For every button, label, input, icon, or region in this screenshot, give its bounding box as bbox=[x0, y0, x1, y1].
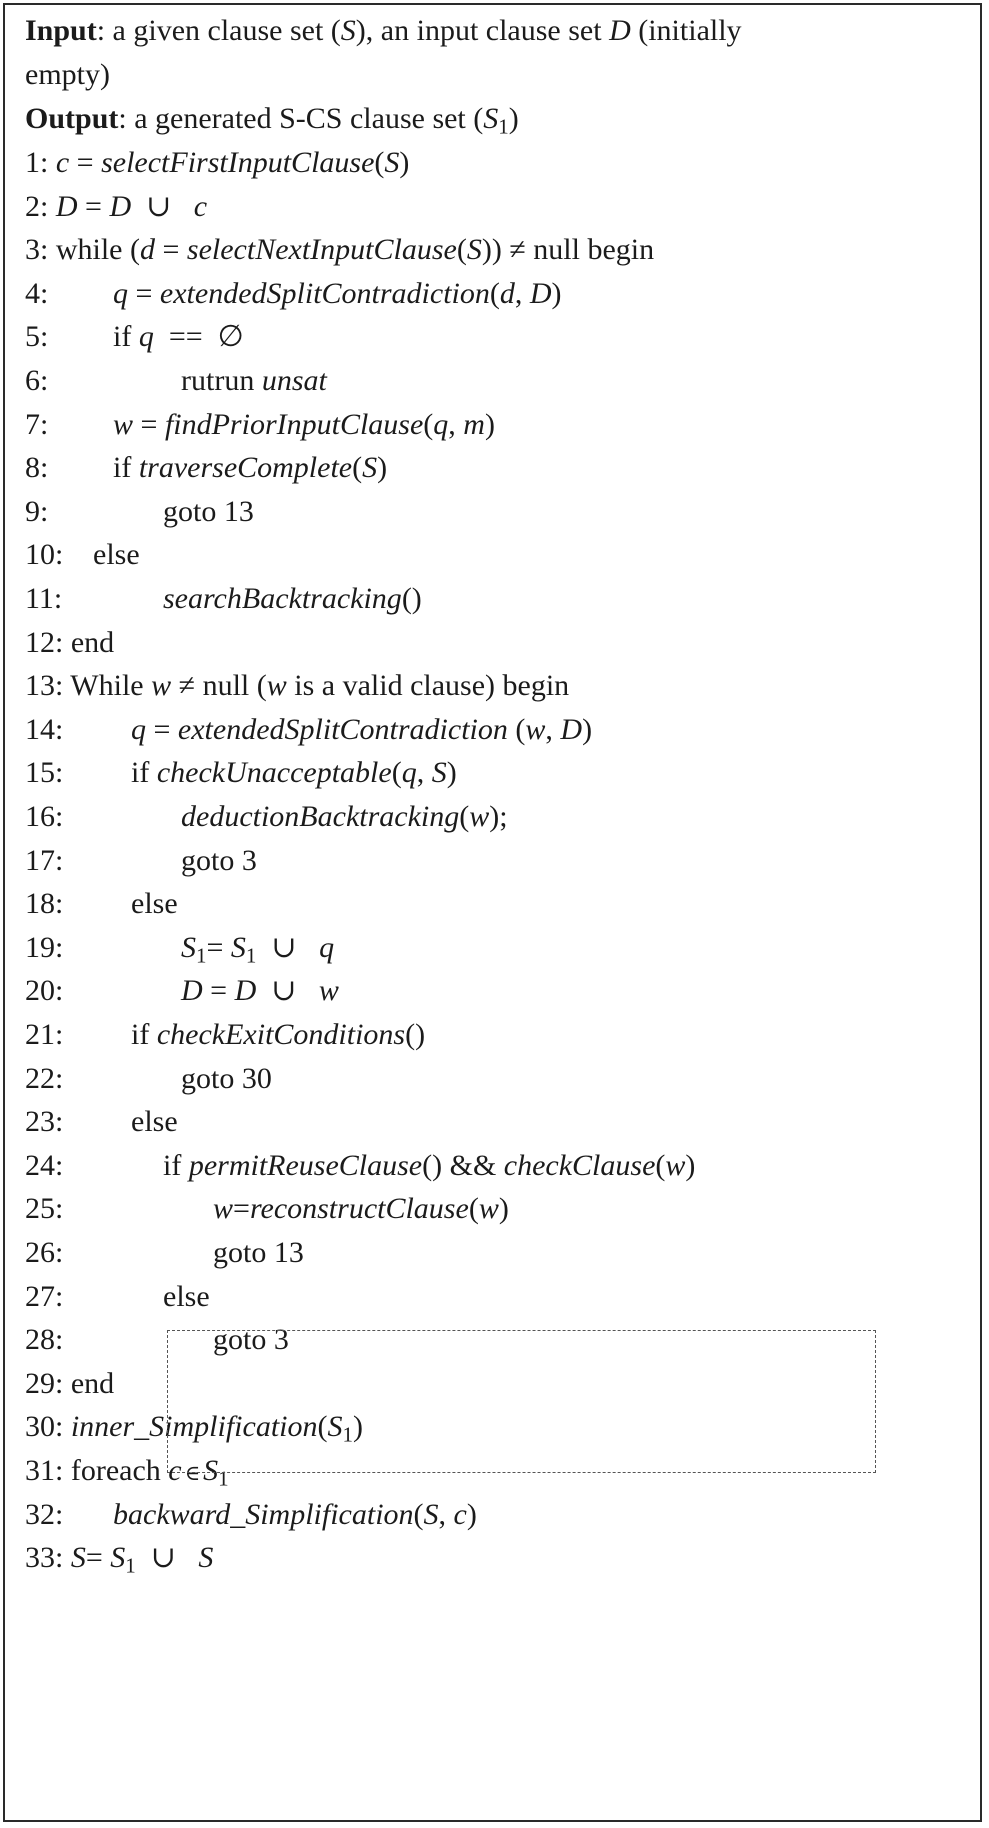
line-number: 11: bbox=[25, 582, 63, 615]
line-code: $inner\_Simplification(S_1)$ bbox=[70, 1410, 363, 1447]
code-line bbox=[25, 1142, 696, 1190]
line-number: 26: bbox=[25, 1236, 64, 1269]
code-line bbox=[25, 488, 254, 536]
code-line bbox=[25, 793, 508, 841]
line-number: 2: bbox=[25, 189, 49, 223]
line-code: q = extendedSplitContradiction (w, D) bbox=[131, 712, 593, 746]
line-number: 10: bbox=[25, 538, 64, 572]
line-number: 9: bbox=[25, 494, 49, 528]
code-line bbox=[25, 619, 114, 667]
line-number: 14: bbox=[25, 712, 64, 746]
line-number: 28: bbox=[25, 1323, 64, 1357]
code-line bbox=[25, 313, 244, 361]
line-number: 33: bbox=[25, 1541, 64, 1575]
code-line bbox=[25, 444, 388, 492]
line-code: backward_Simplification(S, c) bbox=[113, 1497, 477, 1531]
line-number: 7: bbox=[25, 407, 49, 441]
code-line bbox=[25, 880, 178, 928]
input-line-continued: empty) bbox=[25, 58, 110, 91]
line-code: else bbox=[93, 538, 140, 572]
code-line bbox=[25, 1098, 178, 1146]
line-number: 29: bbox=[25, 1366, 64, 1400]
line-number: 20: bbox=[25, 974, 64, 1008]
code-line bbox=[25, 1491, 477, 1539]
code-line bbox=[25, 531, 140, 579]
line-code: else bbox=[131, 887, 178, 921]
line-code: if checkUnacceptable(q, S) bbox=[131, 756, 457, 790]
line-code: if traverseComplete(S) bbox=[113, 451, 388, 485]
line-code: w = findPriorInputClause(q, m) bbox=[113, 407, 495, 441]
line-code: if permitReuseClause() && checkClause(w) bbox=[163, 1148, 696, 1182]
code-line bbox=[25, 575, 422, 623]
code-line bbox=[25, 357, 327, 405]
line-code: $S_1= S_1$ ∪ q bbox=[181, 930, 335, 968]
line-code: else bbox=[163, 1279, 210, 1313]
line-number: 6: bbox=[25, 364, 49, 397]
line-code: else bbox=[131, 1105, 178, 1139]
code-line bbox=[25, 1534, 213, 1582]
line-number: 27: bbox=[25, 1279, 64, 1313]
line-number: 8: bbox=[25, 451, 49, 485]
line-number: 25: bbox=[25, 1192, 64, 1226]
line-number: 23: bbox=[25, 1105, 64, 1139]
output-line: Output: a generated S-CS clause set $(S_1)$ bbox=[25, 102, 519, 139]
line-code: searchBacktracking() bbox=[163, 582, 422, 615]
line-code: goto 3 bbox=[181, 843, 257, 877]
code-line bbox=[25, 1360, 114, 1408]
line-number: 21: bbox=[25, 1018, 64, 1051]
line-code: goto 3 bbox=[213, 1323, 289, 1357]
line-code: q = extendedSplitContradiction(d, D) bbox=[113, 276, 562, 310]
code-line bbox=[25, 1229, 304, 1277]
code-line bbox=[25, 967, 339, 1015]
line-code: D = D ∪ c bbox=[55, 189, 208, 223]
code-line bbox=[25, 401, 495, 449]
line-code: $S= S_1$ ∪ S bbox=[70, 1541, 214, 1578]
line-number: 3: bbox=[25, 233, 49, 267]
algorithm-box bbox=[3, 3, 982, 1822]
line-code: foreach c ∈ $S_1$ bbox=[63, 1454, 229, 1491]
line-code: if q == ∅ bbox=[113, 320, 244, 354]
code-line bbox=[25, 837, 257, 885]
line-code: goto 13 bbox=[213, 1236, 304, 1269]
line-number: 1: bbox=[25, 146, 49, 179]
code-line bbox=[25, 1011, 426, 1059]
line-code: end bbox=[63, 625, 115, 659]
code-line bbox=[25, 1316, 289, 1364]
line-code: w=reconstructClause(w) bbox=[213, 1192, 509, 1226]
code-line bbox=[25, 1185, 509, 1233]
line-number: 18: bbox=[25, 887, 64, 921]
code-line bbox=[25, 139, 409, 187]
line-code: D = D ∪ w bbox=[181, 974, 339, 1008]
code-line bbox=[25, 706, 593, 754]
line-code: deductionBacktracking(w); bbox=[181, 800, 508, 833]
line-code: c = selectFirstInputClause(S) bbox=[55, 146, 410, 179]
code-line bbox=[25, 662, 569, 710]
line-code: While w ≠ null (w is a valid clause) begin bbox=[63, 669, 570, 703]
line-number: 19: bbox=[25, 930, 64, 964]
line-code: if checkExitConditions() bbox=[131, 1018, 426, 1051]
line-code: while (d = selectNextInputClause(S)) ≠ null begin bbox=[48, 233, 655, 267]
line-number: 31: bbox=[25, 1454, 64, 1487]
line-number: 32: bbox=[25, 1497, 64, 1531]
line-code: goto 13 bbox=[163, 494, 254, 528]
code-line bbox=[25, 749, 457, 797]
line-number: 17: bbox=[25, 843, 64, 877]
dashed-highlight-box bbox=[167, 1330, 876, 1473]
line-number: 30: bbox=[25, 1410, 64, 1444]
line-number: 22: bbox=[25, 1061, 64, 1095]
line-number: 15: bbox=[25, 756, 64, 790]
input-line: Input: a given clause set (S), an input clause set D (initially bbox=[25, 14, 742, 47]
code-line bbox=[25, 1055, 272, 1103]
code-line bbox=[25, 226, 654, 274]
line-number: 12: bbox=[25, 625, 64, 659]
code-line bbox=[25, 270, 562, 318]
code-line bbox=[25, 183, 207, 231]
line-code: goto 30 bbox=[181, 1061, 272, 1095]
line-code: rutrun unsat bbox=[181, 364, 327, 397]
code-line bbox=[25, 1273, 210, 1321]
code-line bbox=[25, 924, 335, 972]
line-number: 24: bbox=[25, 1148, 64, 1182]
line-code: end bbox=[63, 1366, 115, 1400]
line-number: 5: bbox=[25, 320, 49, 354]
line-number: 13: bbox=[25, 669, 64, 703]
line-number: 4: bbox=[25, 276, 49, 310]
line-number: 16: bbox=[25, 800, 64, 833]
